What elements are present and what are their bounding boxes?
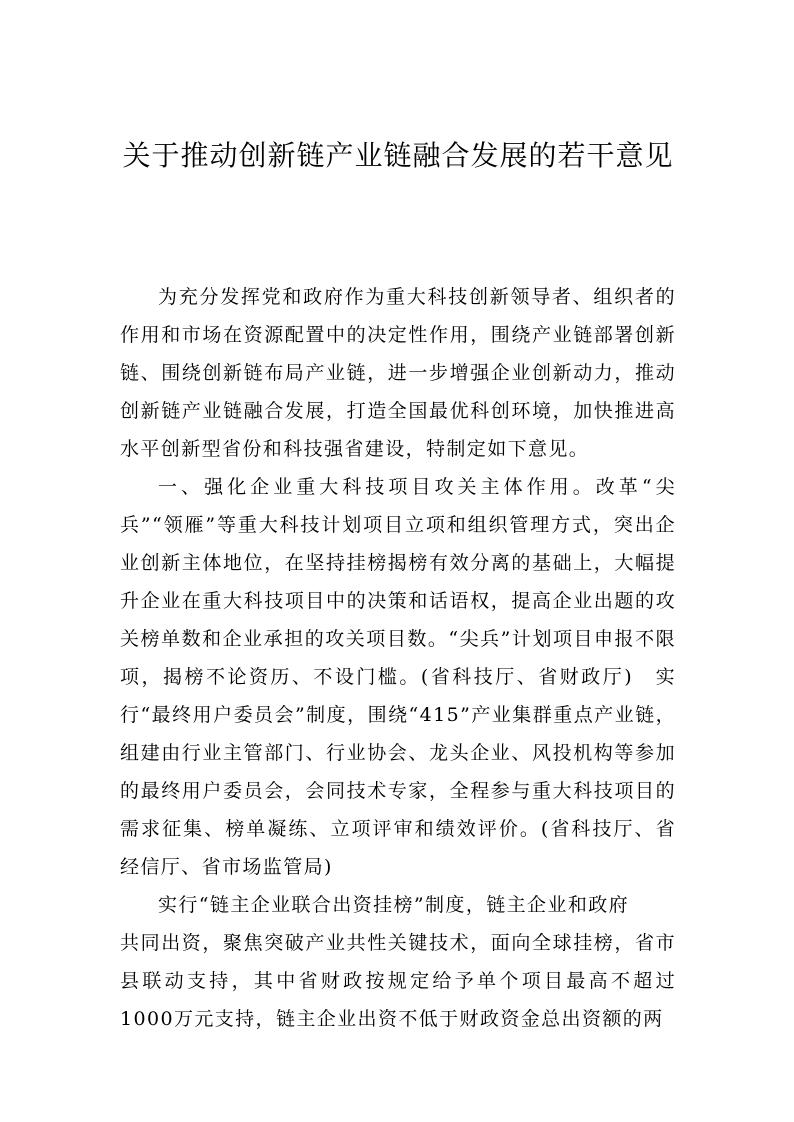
paragraph-chain-leader-rest: 共同出资，聚焦突破产业共性关键技术，面向全球挂榜，省市县联动支持，其中省财政按规定给予单个项目最高不超过1000万元支持，链主企业出资不低于财政资金总出资额的两 <box>120 932 676 1030</box>
paragraph-chain-leader-first-line: 实行“链主企业联合出资挂榜”制度，链主企业和政府 <box>158 894 630 916</box>
paragraph-intro: 为充分发挥党和政府作为重大科技创新领导者、组织者的作用和市场在资源配置中的决定性作用，围绕产业链部署创新链、围绕创新链布局产业链，进一步增强企业创新动力，推动创新链产业链融合发展，打造全国最优科创环境，加快推进高水平创新型省份和科技强省建设，特制定如下意见。 <box>120 286 676 460</box>
paragraph-chain-leader <box>120 886 676 1038</box>
paragraph-section-one: 一、强化企业重大科技项目攻关主体作用。改革“尖兵”“领雁”等重大科技计划项目立项和组织管理方式，突出企业创新主体地位，在坚持挂榜揭榜有效分离的基础上，大幅提升企业在重大科技项目中的决策和话语权，提高企业出题的攻关榜单数和企业承担的攻关项目数。“尖兵”计划项目申报不限项，揭榜不论资历、不设门槛。(省科技厅、省财政厅) 实行“最终用户委员会”制度，围绕“415”产业集群重点产业链，组建由行业主管部门、行业协会、龙头企业、风投机构等参加的最终用户委员会，会同技术专家，全程参与重大科技项目的需求征集、榜单凝练、立项评审和绩效评价。(省科技厅、省经信厅、省市场监管局) <box>120 476 676 878</box>
document-body <box>120 278 676 1038</box>
document-title: 关于推动创新链产业链融合发展的若干意见 <box>122 139 674 172</box>
